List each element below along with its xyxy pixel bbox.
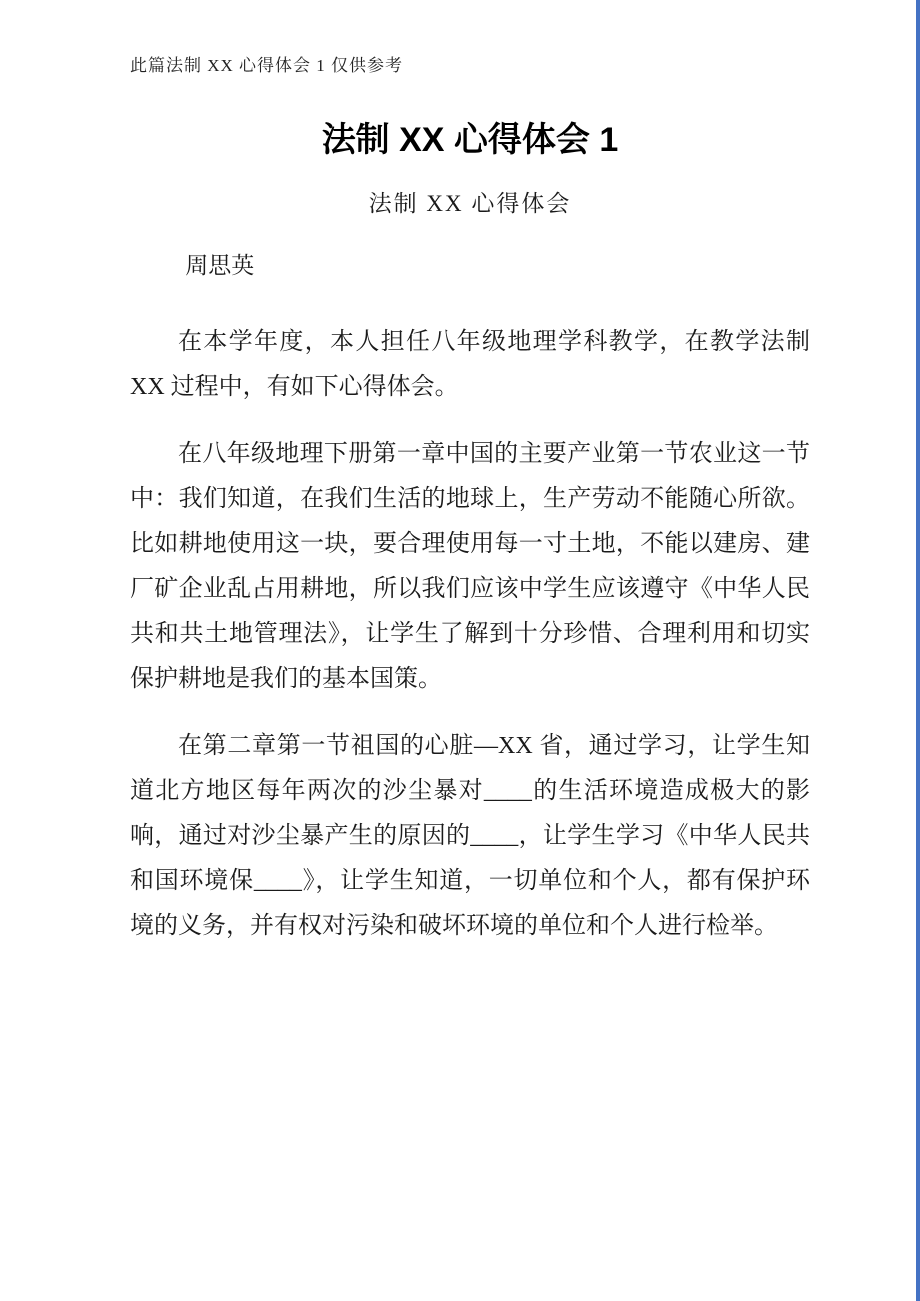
document-body — [130, 320, 810, 949]
page-subtitle: 法制 XX 心得体会 — [368, 191, 572, 216]
page-title: 法制 XX 心得体会 1 — [321, 121, 619, 159]
right-edge-bar — [916, 0, 920, 1301]
body-paragraph: 在八年级地理下册第一章中国的主要产业第一节农业这一节中：我们知道，在我们生活的地球上，生产劳动不能随心所欲。比如耕地使用这一块，要合理使用每一寸土地，不能以建房、建厂矿企业乱占用耕地，所以我们应该中学生应该遵守《中华人民共和共土地管理法》，让学生了解到十分珍惜、合理利用和切实保护耕地是我们的基本国策。 — [130, 441, 810, 692]
author-name: 周思英 — [185, 253, 255, 278]
disclaimer-note: 此篇法制 XX 心得体会 1 仅供参考 — [130, 56, 404, 75]
body-paragraph: 在本学年度，本人担任八年级地理学科教学，在教学法制 XX 过程中，有如下心得体会。 — [130, 329, 810, 400]
body-paragraph: 在第二章第一节祖国的心脏—XX 省，通过学习，让学生知道北方地区每年两次的沙尘暴对____的生活环境造成极大的影响，通过对沙尘暴产生的原因的____，让学生学习《中华人民共和国环境保____》，让学生知道，一切单位和个人，都有保护环境的义务，并有权对污染和破坏环境的单位和个人进行检举。 — [130, 733, 810, 939]
